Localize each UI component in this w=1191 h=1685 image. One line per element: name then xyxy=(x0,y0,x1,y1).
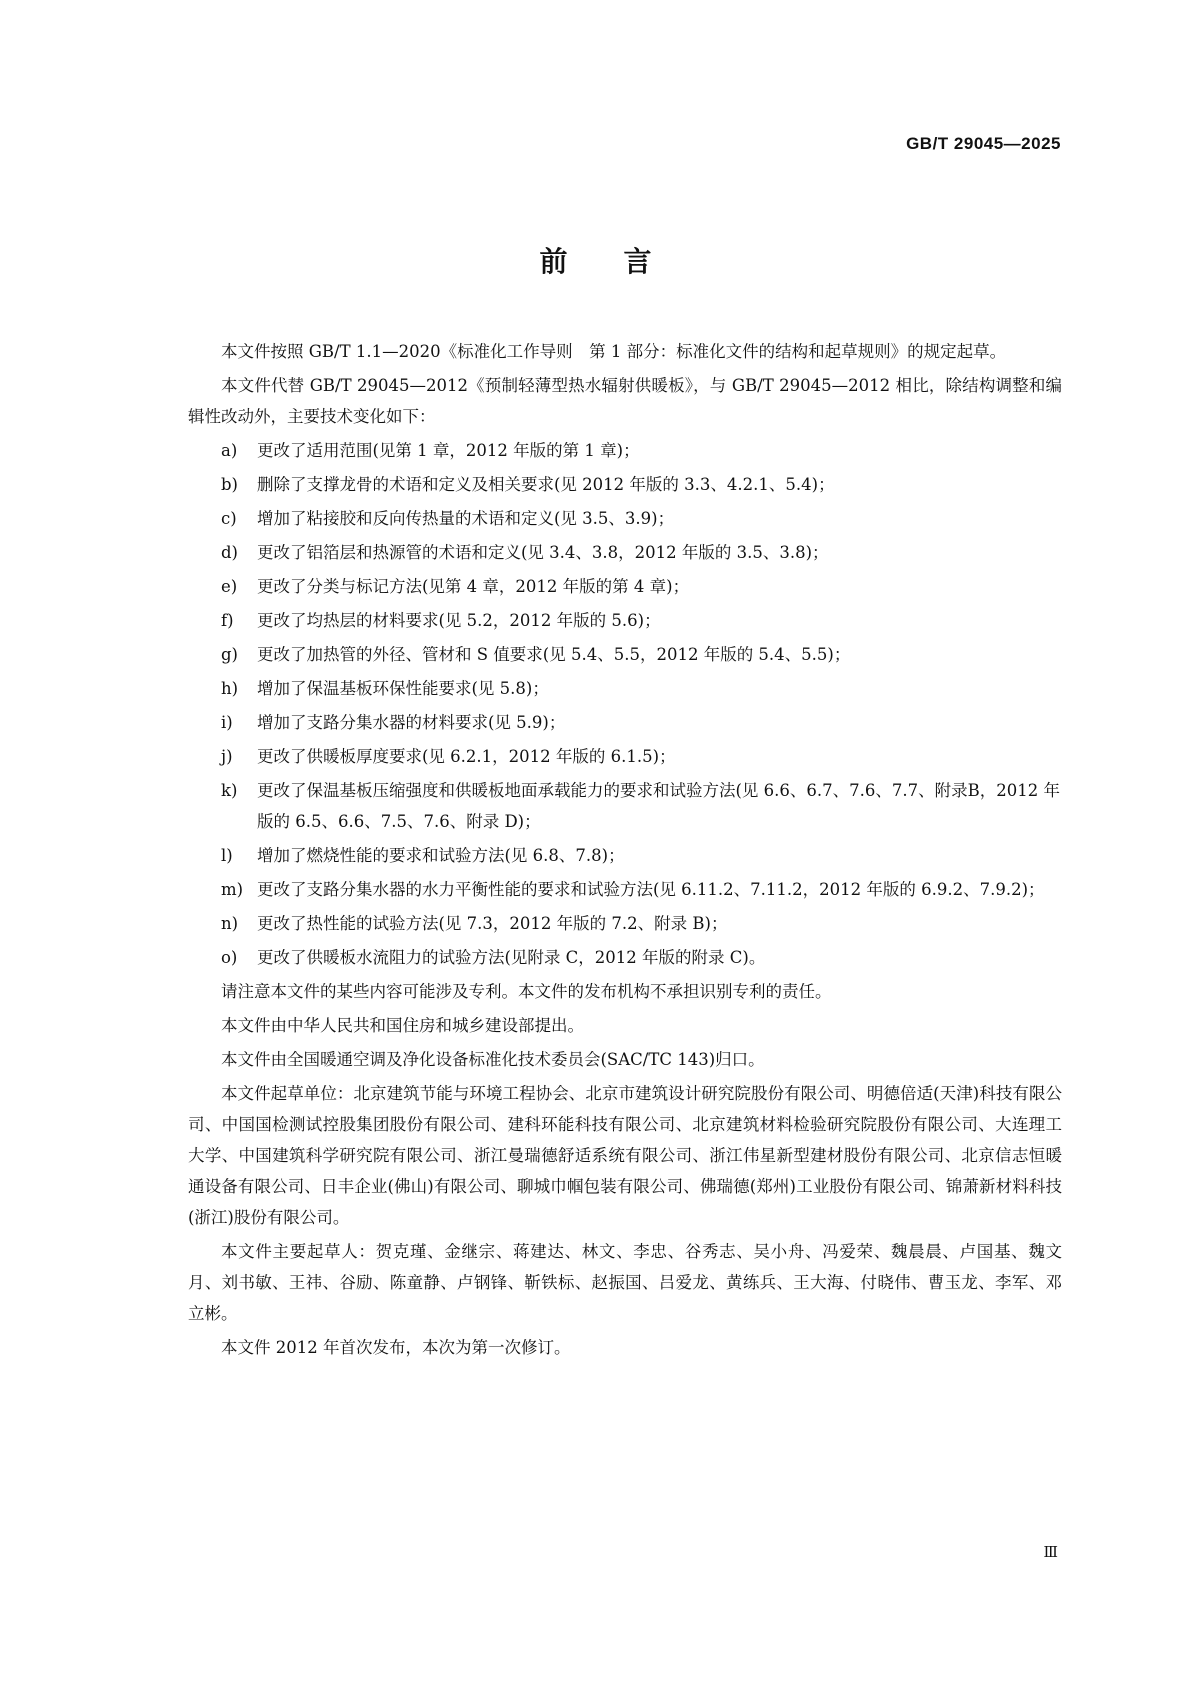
list-item xyxy=(188,571,1062,602)
list-marker: i) xyxy=(221,713,233,732)
list-item-text: 更改了供暖板厚度要求(见 6.2.1，2012 年版的 6.1.5)； xyxy=(257,747,676,766)
list-item xyxy=(188,469,1062,500)
document-code: GB/T 29045—2025 xyxy=(906,134,1061,153)
document-body xyxy=(188,336,1062,1366)
technical-changes-list xyxy=(188,435,1062,973)
list-item-text: 删除了支撑龙骨的术语和定义及相关要求(见 2012 年版的 3.3、4.2.1、5.4)； xyxy=(257,475,835,494)
patent-notice: 请注意本文件的某些内容可能涉及专利。本文件的发布机构不承担识别专利的责任。 xyxy=(221,982,832,1001)
list-item xyxy=(188,908,1062,939)
list-item xyxy=(188,537,1062,568)
list-item-text: 更改了适用范围(见第 1 章，2012 年版的第 1 章)； xyxy=(257,441,640,460)
list-marker: b) xyxy=(221,475,238,494)
list-marker: f) xyxy=(221,611,234,630)
proposer-paragraph: 本文件由中华人民共和国住房和城乡建设部提出。 xyxy=(221,1016,584,1035)
list-marker: o) xyxy=(221,948,238,967)
list-item xyxy=(188,435,1062,466)
list-marker: a) xyxy=(221,441,238,460)
list-marker: d) xyxy=(221,543,238,562)
list-item-text: 更改了加热管的外径、管材和 S 值要求(见 5.4、5.5，2012 年版的 5.4、5.5)； xyxy=(257,645,851,664)
list-item-text: 更改了分类与标记方法(见第 4 章，2012 年版的第 4 章)； xyxy=(257,577,690,596)
intro-paragraph-drafting-rules: 本文件按照 GB/T 1.1—2020《标准化工作导则 第 1 部分：标准化文件的结构和起草规则》的规定起草。 xyxy=(221,342,1007,361)
drafting-persons: 本文件主要起草人：贺克瑾、金继宗、蒋建达、林文、李忠、谷秀志、吴小舟、冯爱荣、魏晨晨、卢国基、魏文月、刘书敏、王祎、谷励、陈童静、卢钢锋、靳铁标、赵振国、吕爱龙、黄练兵、王大海、付晓伟、曹玉龙、李军、邓立彬。 xyxy=(188,1242,1062,1323)
list-item xyxy=(188,874,1062,905)
list-item-text: 增加了粘接胶和反向传热量的术语和定义(见 3.5、3.9)； xyxy=(257,509,675,528)
list-marker: c) xyxy=(221,509,237,528)
list-item-text: 更改了均热层的材料要求(见 5.2，2012 年版的 5.6)； xyxy=(257,611,661,630)
list-item xyxy=(188,942,1062,973)
list-marker: j) xyxy=(221,747,233,766)
page-title: 前言 xyxy=(539,245,708,278)
list-marker: g) xyxy=(221,645,238,664)
list-item-text: 增加了燃烧性能的要求和试验方法(见 6.8、7.8)； xyxy=(257,846,625,865)
list-item-text: 增加了支路分集水器的材料要求(见 5.9)； xyxy=(257,713,566,732)
publication-history: 本文件 2012 年首次发布，本次为第一次修订。 xyxy=(221,1338,571,1357)
list-item xyxy=(188,741,1062,772)
list-item xyxy=(188,639,1062,670)
list-item xyxy=(188,840,1062,871)
list-item xyxy=(188,673,1062,704)
list-item-text: 更改了铝箔层和热源管的术语和定义(见 3.4、3.8，2012 年版的 3.5、3.8)； xyxy=(257,543,829,562)
list-marker: n) xyxy=(221,914,239,933)
intro-paragraph-replacement: 本文件代替 GB/T 29045—2012《预制轻薄型热水辐射供暖板》，与 GB/T 29045—2012 相比，除结构调整和编辑性改动外，主要技术变化如下： xyxy=(188,376,1062,426)
list-item-text: 更改了热性能的试验方法(见 7.3，2012 年版的 7.2、附录 B)； xyxy=(257,914,728,933)
list-item xyxy=(188,707,1062,738)
list-item xyxy=(188,503,1062,534)
drafting-organizations: 本文件起草单位：北京建筑节能与环境工程协会、北京市建筑设计研究院股份有限公司、明德倍适(天津)科技有限公司、中国国检测试控股集团股份有限公司、建科环能科技有限公司、北京建筑材料检验研究院股份有限公司、大连理工大学、中国建筑科学研究院有限公司、浙江曼瑞德舒适系统有限公司、浙江伟星新型建材股份有限公司、北京信志恒暖通设备有限公司、日丰企业(佛山)有限公司、聊城巾帼包装有限公司、佛瑞德(郑州)工业股份有限公司、锦萧新材料科技(浙江)股份有限公司。 xyxy=(188,1084,1062,1227)
list-item-text: 更改了保温基板压缩强度和供暖板地面承载能力的要求和试验方法(见 6.6、6.7、7.6、7.7、附录B，2012 年版的 6.5、6.6、7.5、7.6、附录 D)； xyxy=(257,781,1061,831)
list-item-text: 增加了保温基板环保性能要求(见 5.8)； xyxy=(257,679,549,698)
list-marker: k) xyxy=(221,781,238,800)
list-item-text: 更改了供暖板水流阻力的试验方法(见附录 C，2012 年版的附录 C)。 xyxy=(257,948,766,967)
list-marker: e) xyxy=(221,577,238,596)
list-item-text: 更改了支路分集水器的水力平衡性能的要求和试验方法(见 6.11.2、7.11.2，2012 年版的 6.9.2、7.9.2)； xyxy=(257,880,1045,899)
list-item xyxy=(188,775,1062,837)
list-marker: l) xyxy=(221,846,233,865)
list-marker: h) xyxy=(221,679,239,698)
committee-paragraph: 本文件由全国暖通空调及净化设备标准化技术委员会(SAC/TC 143)归口。 xyxy=(221,1050,765,1069)
page-number: Ⅲ xyxy=(1043,1543,1057,1561)
list-marker: m) xyxy=(221,880,244,899)
list-item xyxy=(188,605,1062,636)
